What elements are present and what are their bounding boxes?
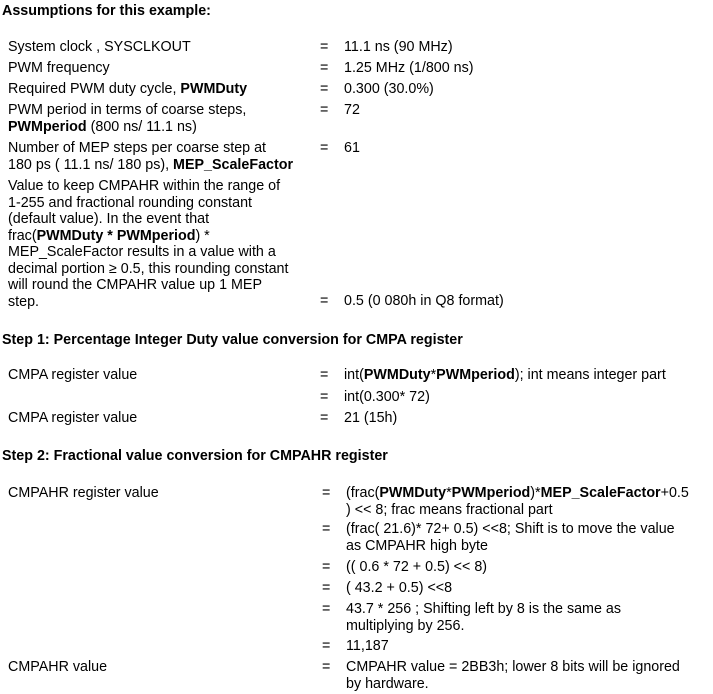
mep-scale-factor-label: Number of MEP steps per coarse step at 180 ps ( 11.1 ns/ 180 ps), MEP_ScaleFactor	[8, 140, 294, 173]
cmpahr-step-frac: (frac( 21.6)* 72+ 0.5) <<8; Shift is to move the value as CMPAHR high byte	[346, 521, 675, 554]
system-clock-label: System clock , SYSCLKOUT	[8, 39, 191, 55]
cmpahr-step-sum: ( 43.2 + 0.5) <<8	[346, 580, 453, 596]
equals-sign: =	[320, 410, 329, 426]
equals-sign: =	[322, 485, 331, 501]
step1-heading: Step 1: Percentage Integer Duty value conversion for CMPA register	[2, 332, 463, 348]
cmpa-formula: int(PWMDuty*PWMperiod); int means integer part	[344, 367, 666, 383]
equals-sign: =	[322, 601, 331, 617]
equals-sign: =	[320, 81, 329, 97]
pwm-frequency-value: 1.25 MHz (1/800 ns)	[344, 60, 474, 76]
cmpahr-step-shift: 43.7 * 256 ; Shifting left by 8 is the same as multiplying by 256.	[346, 601, 621, 634]
assumptions-heading: Assumptions for this example:	[2, 3, 211, 19]
cmpa-substitution: int(0.300* 72)	[344, 389, 430, 405]
cmpahr-register-label: CMPAHR register value	[8, 485, 159, 501]
equals-sign: =	[320, 140, 329, 156]
cmpa-register-label: CMPA register value	[8, 410, 138, 426]
equals-sign: =	[320, 367, 329, 383]
cmpa-register-label: CMPA register value	[8, 367, 138, 383]
rounding-constant-label: Value to keep CMPAHR within the range of 1-255 and fractional rounding constant (default value). In the event that frac(PWMDuty * PWMperiod) * MEP_ScaleFactor results in a value with a decimal portion ≥ 0.5, this rounding constant will round the CMPAHR value up 1 MEP step.	[8, 178, 289, 310]
pwm-period-value: 72	[344, 102, 360, 118]
equals-sign: =	[320, 389, 329, 405]
duty-cycle-label: Required PWM duty cycle, PWMDuty	[8, 81, 248, 97]
equals-sign: =	[320, 293, 329, 309]
cmpahr-value-label: CMPAHR value	[8, 659, 108, 675]
equals-sign: =	[322, 559, 331, 575]
equals-sign: =	[322, 580, 331, 596]
rounding-constant-value: 0.5 (0 080h in Q8 format)	[344, 293, 504, 309]
equals-sign: =	[322, 638, 331, 654]
equals-sign: =	[322, 659, 331, 675]
cmpahr-step-mult: (( 0.6 * 72 + 0.5) << 8)	[346, 559, 488, 575]
pwm-frequency-label: PWM frequency	[8, 60, 110, 76]
cmpa-result: 21 (15h)	[344, 410, 398, 426]
equals-sign: =	[322, 521, 331, 537]
cmpahr-result: 11,187	[346, 638, 389, 654]
system-clock-value: 11.1 ns (90 MHz)	[344, 39, 453, 55]
equals-sign: =	[320, 60, 329, 76]
step2-heading: Step 2: Fractional value conversion for CMPAHR register	[2, 448, 388, 464]
pwm-period-label: PWM period in terms of coarse steps, PWMperiod (800 ns/ 11.1 ns)	[8, 102, 247, 135]
cmpahr-formula: (frac(PWMDuty*PWMperiod)*MEP_ScaleFactor+0.5 ) << 8; frac means fractional part	[346, 485, 689, 518]
cmpahr-final-value: CMPAHR value = 2BB3h; lower 8 bits will be ignored by hardware.	[346, 659, 680, 692]
equals-sign: =	[320, 102, 329, 118]
mep-scale-factor-value: 61	[344, 140, 360, 156]
equals-sign: =	[320, 39, 329, 55]
duty-cycle-value: 0.300 (30.0%)	[344, 81, 434, 97]
